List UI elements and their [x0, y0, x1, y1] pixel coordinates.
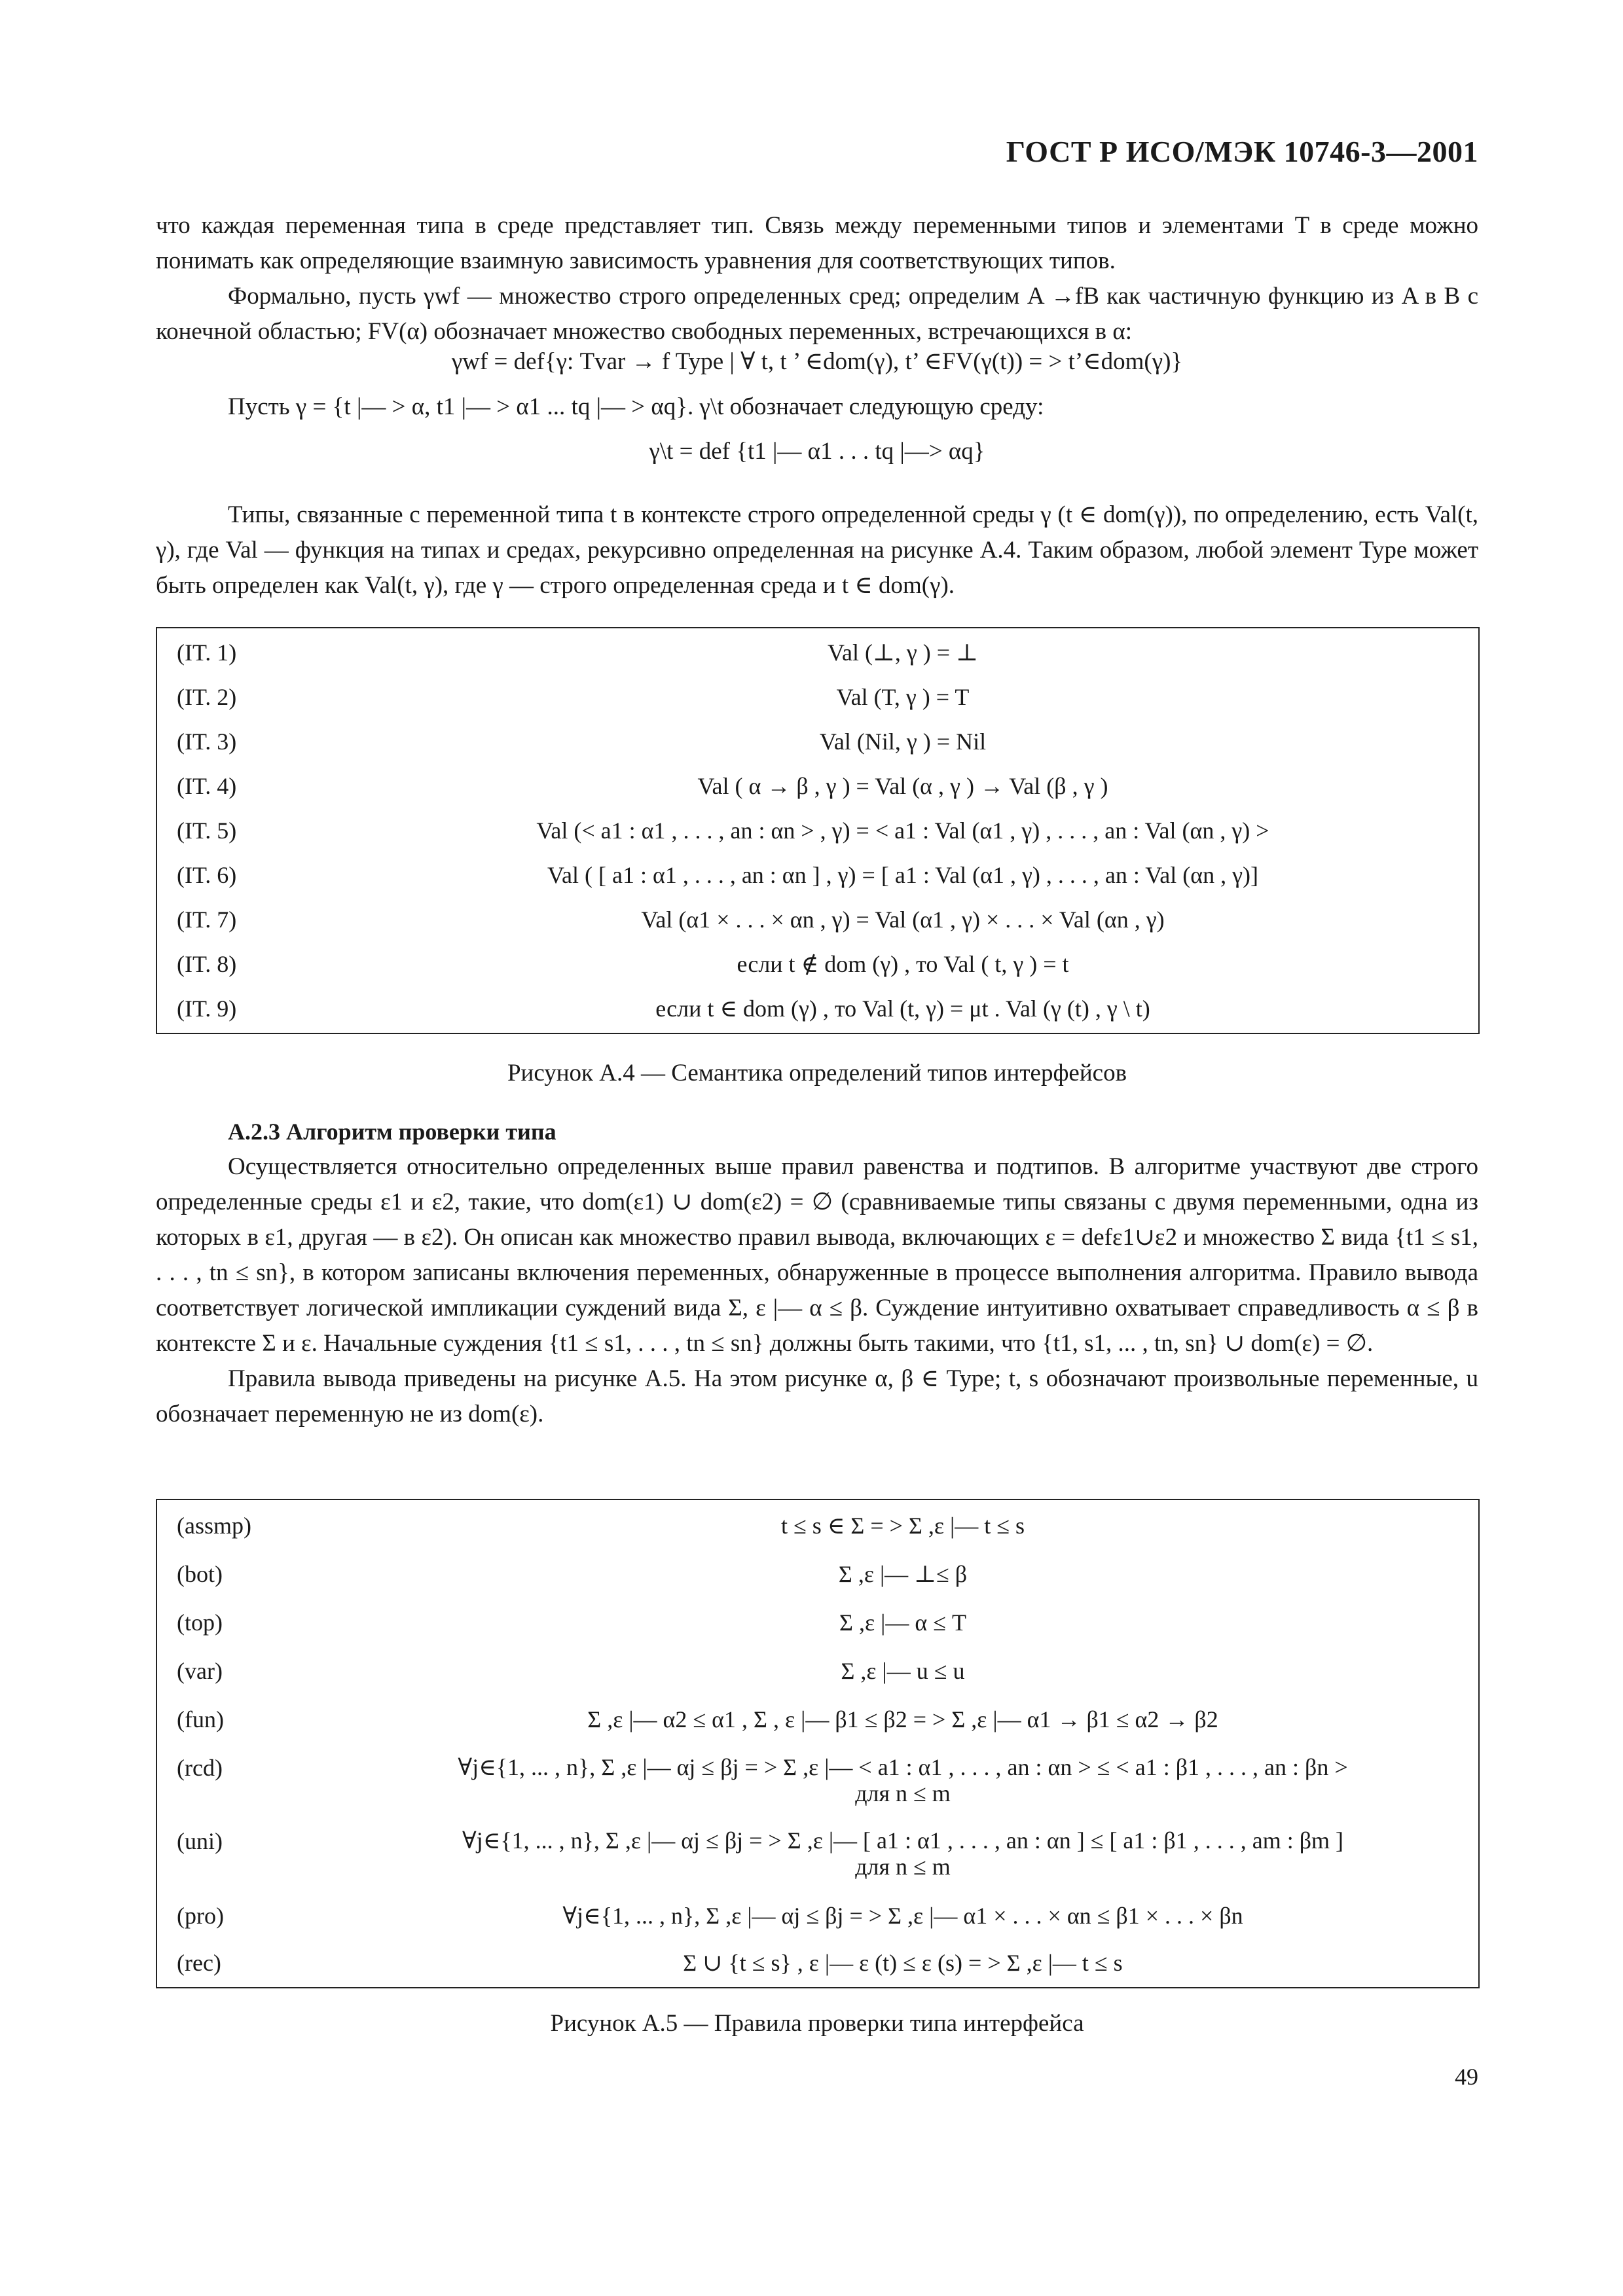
rule-label: (IT. 3): [177, 728, 237, 755]
rule-label: (IT. 9): [177, 996, 237, 1022]
rule-formula: t ≤ s ∈ Σ = > Σ ,ε |— t ≤ s: [780, 1513, 1025, 1539]
rule-formula: Val (⊥, γ ) = ⊥: [828, 639, 978, 666]
figure-a4-table: [156, 627, 1480, 1034]
rule-formula: Val (Nil, γ ) = Nil: [819, 728, 987, 755]
rule-label: (bot): [177, 1561, 223, 1587]
rule-label: (IT. 7): [177, 906, 237, 933]
rule-formula: ∀j∈{1, ... , n}, Σ ,ε |— αj ≤ βj = > Σ ,ε |— α1 × . . . × αn ≤ β1 × . . . × βn: [562, 1903, 1243, 1929]
intro-paragraph-3: Пусть γ = {t |— > α, t1 |— > α1 ... tq |— > αq}. γ\t обозначает следующую среду:: [228, 393, 1044, 420]
rule-label: (IT. 2): [177, 684, 237, 710]
document-header: ГОСТ Р ИСО/МЭК 10746-3—2001: [1006, 135, 1478, 168]
rule-formula: Val (T, γ ) = T: [836, 684, 970, 710]
rule-formula: [354, 1827, 1452, 1880]
rule-formula: Val ( α → β , γ ) = Val (α , γ ) → Val (β , γ ): [697, 773, 1108, 799]
rule-label: (top): [177, 1609, 223, 1636]
rule-condition: для n ≤ m: [855, 1780, 951, 1806]
rule-label: (pro): [177, 1903, 224, 1929]
rule-formula: если t ∈ dom (γ) , то Val (t, γ) = μt . Val (γ (t) , γ \ t): [655, 996, 1150, 1022]
intro-paragraph-4: Типы, связанные с переменной типа t в контексте строго определенной среды γ (t ∈ dom(γ)), по определению, есть Val(t, γ), где Val — функция на типах и средах, рекурсивно определенная на рисунке А.4. Таким образом, любой элемент Type может быть определен как Val(t, γ), где γ — строго определенная среда и t ∈ dom(γ).: [156, 501, 1478, 599]
rule-label: (fun): [177, 1706, 224, 1732]
intro-paragraph-2: Формально, пусть γwf — множество строго определенных сред; определим A →fB как частичную функцию из A в B с конечной областью; FV(α) обозначает множество свободных переменных, встречающихся в α:: [156, 283, 1478, 345]
formula-gamma-minus-t: γ\t = def {t1 |— α1 . . . tq |—> αq}: [649, 438, 985, 465]
intro-paragraph-1: что каждая переменная типа в среде представляет тип. Связь между переменными типов и элементами T в среде можно понимать как определяющие взаимную зависимость уравнения для соответствующих типов.: [156, 212, 1478, 274]
rule-label: (var): [177, 1658, 223, 1684]
rule-label: (IT. 6): [177, 862, 237, 888]
figure-a5-table: [156, 1499, 1480, 1988]
rule-formula: Val (α1 × . . . × αn , γ) = Val (α1 , γ) × . . . × Val (αn , γ): [641, 906, 1165, 933]
figure-a4-caption: Рисунок А.4 — Семантика определений типов интерфейсов: [507, 1060, 1127, 1086]
rule-label: (assmp): [177, 1513, 251, 1539]
rule-label: (IT. 4): [177, 773, 237, 799]
rule-label: (rcd): [177, 1755, 223, 1781]
rule-formula: Val ( [ a1 : α1 , . . . , an : αn ] , γ) = [ a1 : Val (α1 , γ) , . . . , an : Val (αn , γ)]: [547, 862, 1258, 888]
rule-formula: Σ ,ε |— ⊥≤ β: [838, 1561, 968, 1587]
rule-formula: Σ ∪ {t ≤ s} , ε |— ε (t) ≤ ε (s) = > Σ ,ε |— t ≤ s: [683, 1950, 1123, 1976]
rule-formula: Σ ,ε |— α2 ≤ α1 , Σ , ε |— β1 ≤ β2 = > Σ ,ε |— α1 → β1 ≤ α2 → β2: [587, 1706, 1218, 1732]
section-paragraph-1: Осуществляется относительно определенных выше правил равенства и подтипов. В алгоритме участвуют две строго определенные среды ε1 и ε2, такие, что dom(ε1) ∪ dom(ε2) = ∅ (сравниваемые типы связаны с двумя переменными, одна из которых в ε1, другая — в ε2). Он описан как множество правил вывода, включающих ε = defε1∪ε2 и множество Σ вида {t1 ≤ s1, . . . , tn ≤ sn}, в котором записаны включения переменных, обнаруженные в процессе выполнения алгоритма. Правило вывода соответствует логической импликации суждений вида Σ, ε |— α ≤ β. Суждение интуитивно охватывает справедливость α ≤ β в контексте Σ и ε. Начальные суждения {t1 ≤ s1, . . . , tn ≤ sn} должны быть такими, что {t1, s1, ... , tn, sn} ∪ dom(ε) = ∅.: [156, 1153, 1478, 1357]
rule-condition: для n ≤ m: [855, 1854, 951, 1880]
rule-formula: [354, 1754, 1452, 1806]
rule-label: (IT. 5): [177, 817, 237, 844]
section-title: А.2.3 Алгоритм проверки типа: [228, 1119, 556, 1145]
figure-a5-caption: Рисунок А.5 — Правила проверки типа интерфейса: [550, 2010, 1084, 2037]
rule-formula: Σ ,ε |— α ≤ T: [839, 1609, 966, 1636]
section-paragraph-2: Правила вывода приведены на рисунке А.5. На этом рисунке α, β ∈ Type; t, s обозначают произвольные переменные, u обозначает переменную не из dom(ε).: [156, 1365, 1478, 1427]
rule-formula: Val (< a1 : α1 , . . . , an : αn > , γ) = < a1 : Val (α1 , γ) , . . . , an : Val (αn , γ) >: [536, 817, 1269, 844]
rule-label: (IT. 1): [177, 639, 237, 666]
rule-formula: если t ∉ dom (γ) , то Val ( t, γ ) = t: [737, 951, 1069, 977]
rule-formula: Σ ,ε |— u ≤ u: [841, 1658, 965, 1684]
rule-main: ∀j∈{1, ... , n}, Σ ,ε |— αj ≤ βj = > Σ ,ε |— [ a1 : α1 , . . . , an : αn ] ≤ [ a1 : β1 , . . . , am : βm ]: [462, 1827, 1344, 1854]
rule-label: (IT. 8): [177, 951, 237, 977]
rule-main: ∀j∈{1, ... , n}, Σ ,ε |— αj ≤ βj = > Σ ,ε |— < a1 : α1 , . . . , an : αn > ≤ < a1 : β1 , . . . , an : βn >: [458, 1754, 1348, 1780]
rule-label: (rec): [177, 1950, 221, 1976]
page-number: 49: [1455, 2064, 1478, 2090]
rule-label: (uni): [177, 1828, 223, 1854]
formula-gamma-wf: γwf = def{γ: Tvar → f Type | ∀ t, t ’ ∈dom(γ), t’ ∈FV(γ(t)) = > t’∈dom(γ)}: [451, 348, 1183, 375]
